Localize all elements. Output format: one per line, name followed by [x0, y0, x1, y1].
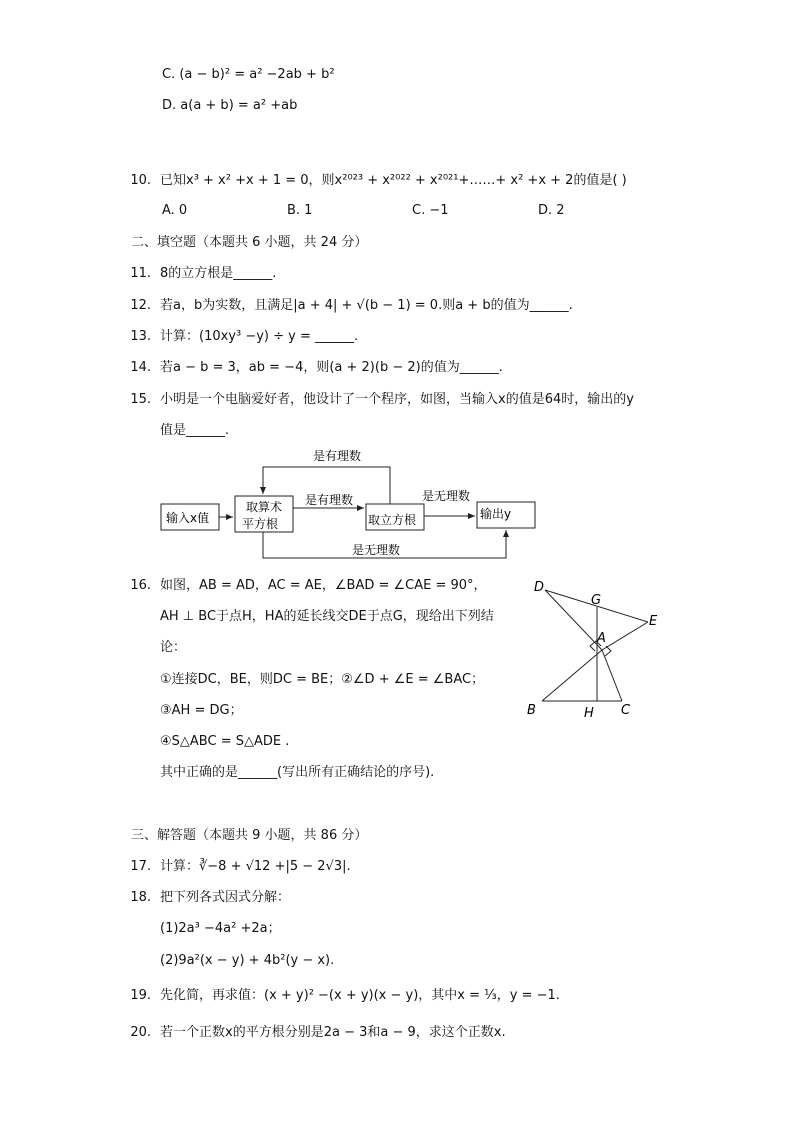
question-15-line-1: 小明是一个电脑爱好者，他设计了一个程序，如图，当输入x的值是64时，输出的y: [160, 392, 634, 407]
question-number: 14.: [130, 360, 151, 375]
question-16-ask: 其中正确的是______(写出所有正确结论的序号).: [160, 765, 435, 780]
question-13-text: 计算：(10xy³ −y) ÷ y = ______.: [160, 329, 359, 344]
question-16-line-1: 如图，AB = AD，AC = AE，∠BAD = ∠CAE = 90°，: [160, 578, 487, 593]
sqrt-label-1: 取算术: [246, 500, 283, 514]
q10-option-c: C. −1: [412, 203, 449, 218]
sqrt-label-2: 平方根: [242, 517, 279, 531]
question-number: 20.: [130, 1025, 151, 1040]
question-18-part-1: (1)2a³ −4a² +2a；: [160, 921, 281, 936]
rational-label: 是有理数: [305, 493, 354, 507]
question-14-text: 若a − b = 3，ab = −4，则(a + 2)(b − 2)的值为______.: [160, 360, 503, 375]
question-15-line-2: 值是______.: [160, 423, 230, 438]
question-number: 13.: [130, 329, 151, 344]
point-c-label: C: [621, 703, 631, 718]
point-b-label: B: [527, 703, 536, 718]
question-19-text: 先化简，再求值：(x + y)² −(x + y)(x − y)，其中x = ⅓，y = −1.: [160, 988, 560, 1003]
section-heading: 二、填空题（本题共 6 小题，共 24 分）: [131, 235, 368, 250]
question-number: 19.: [130, 988, 151, 1003]
question-18-text: 把下列各式因式分解：: [160, 890, 291, 905]
q10-option-d: D. 2: [538, 203, 565, 218]
point-h-label: H: [584, 706, 594, 721]
q10-option-a: A. 0: [162, 203, 188, 218]
question-number: 15.: [130, 392, 151, 407]
question-16-conclusion-2: ③AH = DG；: [160, 703, 243, 718]
question-16-conclusion-1: ①连接DC，BE，则DC = BE；②∠D + ∠E = ∠BAC；: [160, 672, 485, 687]
point-g-label: G: [591, 593, 602, 608]
irrational-label-bottom: 是无理数: [352, 543, 401, 557]
program-flowchart: [150, 440, 550, 565]
question-16-conclusion-3: ④S△ABC = S△ADE .: [160, 734, 290, 749]
question-12-text: 若a，b为实数，且满足|a + 4| + √(b − 1) = 0.则a + b的值为______.: [160, 298, 573, 313]
irrational-label-upper: 是无理数: [422, 489, 471, 503]
question-10-text: 已知x³ + x² +x + 1 = 0，则x²⁰²³ + x²⁰²² + x²⁰²¹+……+ x² +x + 2的值是( ): [160, 173, 627, 188]
top-loop-label: 是有理数: [313, 449, 362, 463]
point-a-label: A: [597, 631, 606, 646]
question-number: 18.: [130, 890, 151, 905]
question-20-text: 若一个正数x的平方根分别是2a − 3和a − 9，求这个正数x.: [160, 1025, 506, 1040]
geometry-figure: [520, 575, 670, 725]
question-number: 17.: [130, 859, 151, 874]
question-16-line-3: 论：: [160, 640, 187, 655]
q10-option-b: B. 1: [287, 203, 313, 218]
point-e-label: E: [649, 614, 658, 629]
point-d-label: D: [534, 580, 545, 595]
option-c: C. (a − b)² = a² −2ab + b²: [162, 67, 335, 82]
question-17-text: 计算：∛−8 + √12 +|5 − 2√3|.: [160, 859, 351, 874]
question-18-part-2: (2)9a²(x − y) + 4b²(y − x).: [160, 953, 335, 968]
question-number: 12.: [130, 298, 151, 313]
section-heading: 三、解答题（本题共 9 小题，共 86 分）: [131, 828, 368, 843]
output-label: 输出y: [480, 507, 512, 521]
question-number: 11.: [130, 266, 151, 281]
question-11-text: 8的立方根是______.: [160, 266, 277, 281]
cbrt-label: 取立方根: [368, 513, 417, 527]
option-d: D. a(a + b) = a² +ab: [162, 98, 298, 113]
question-16-line-2: AH ⊥ BC于点H，HA的延长线交DE于点G，现给出下列结: [160, 609, 494, 624]
question-number: 10.: [130, 173, 151, 188]
input-label: 输入x值: [166, 511, 210, 525]
question-number: 16.: [130, 578, 151, 593]
